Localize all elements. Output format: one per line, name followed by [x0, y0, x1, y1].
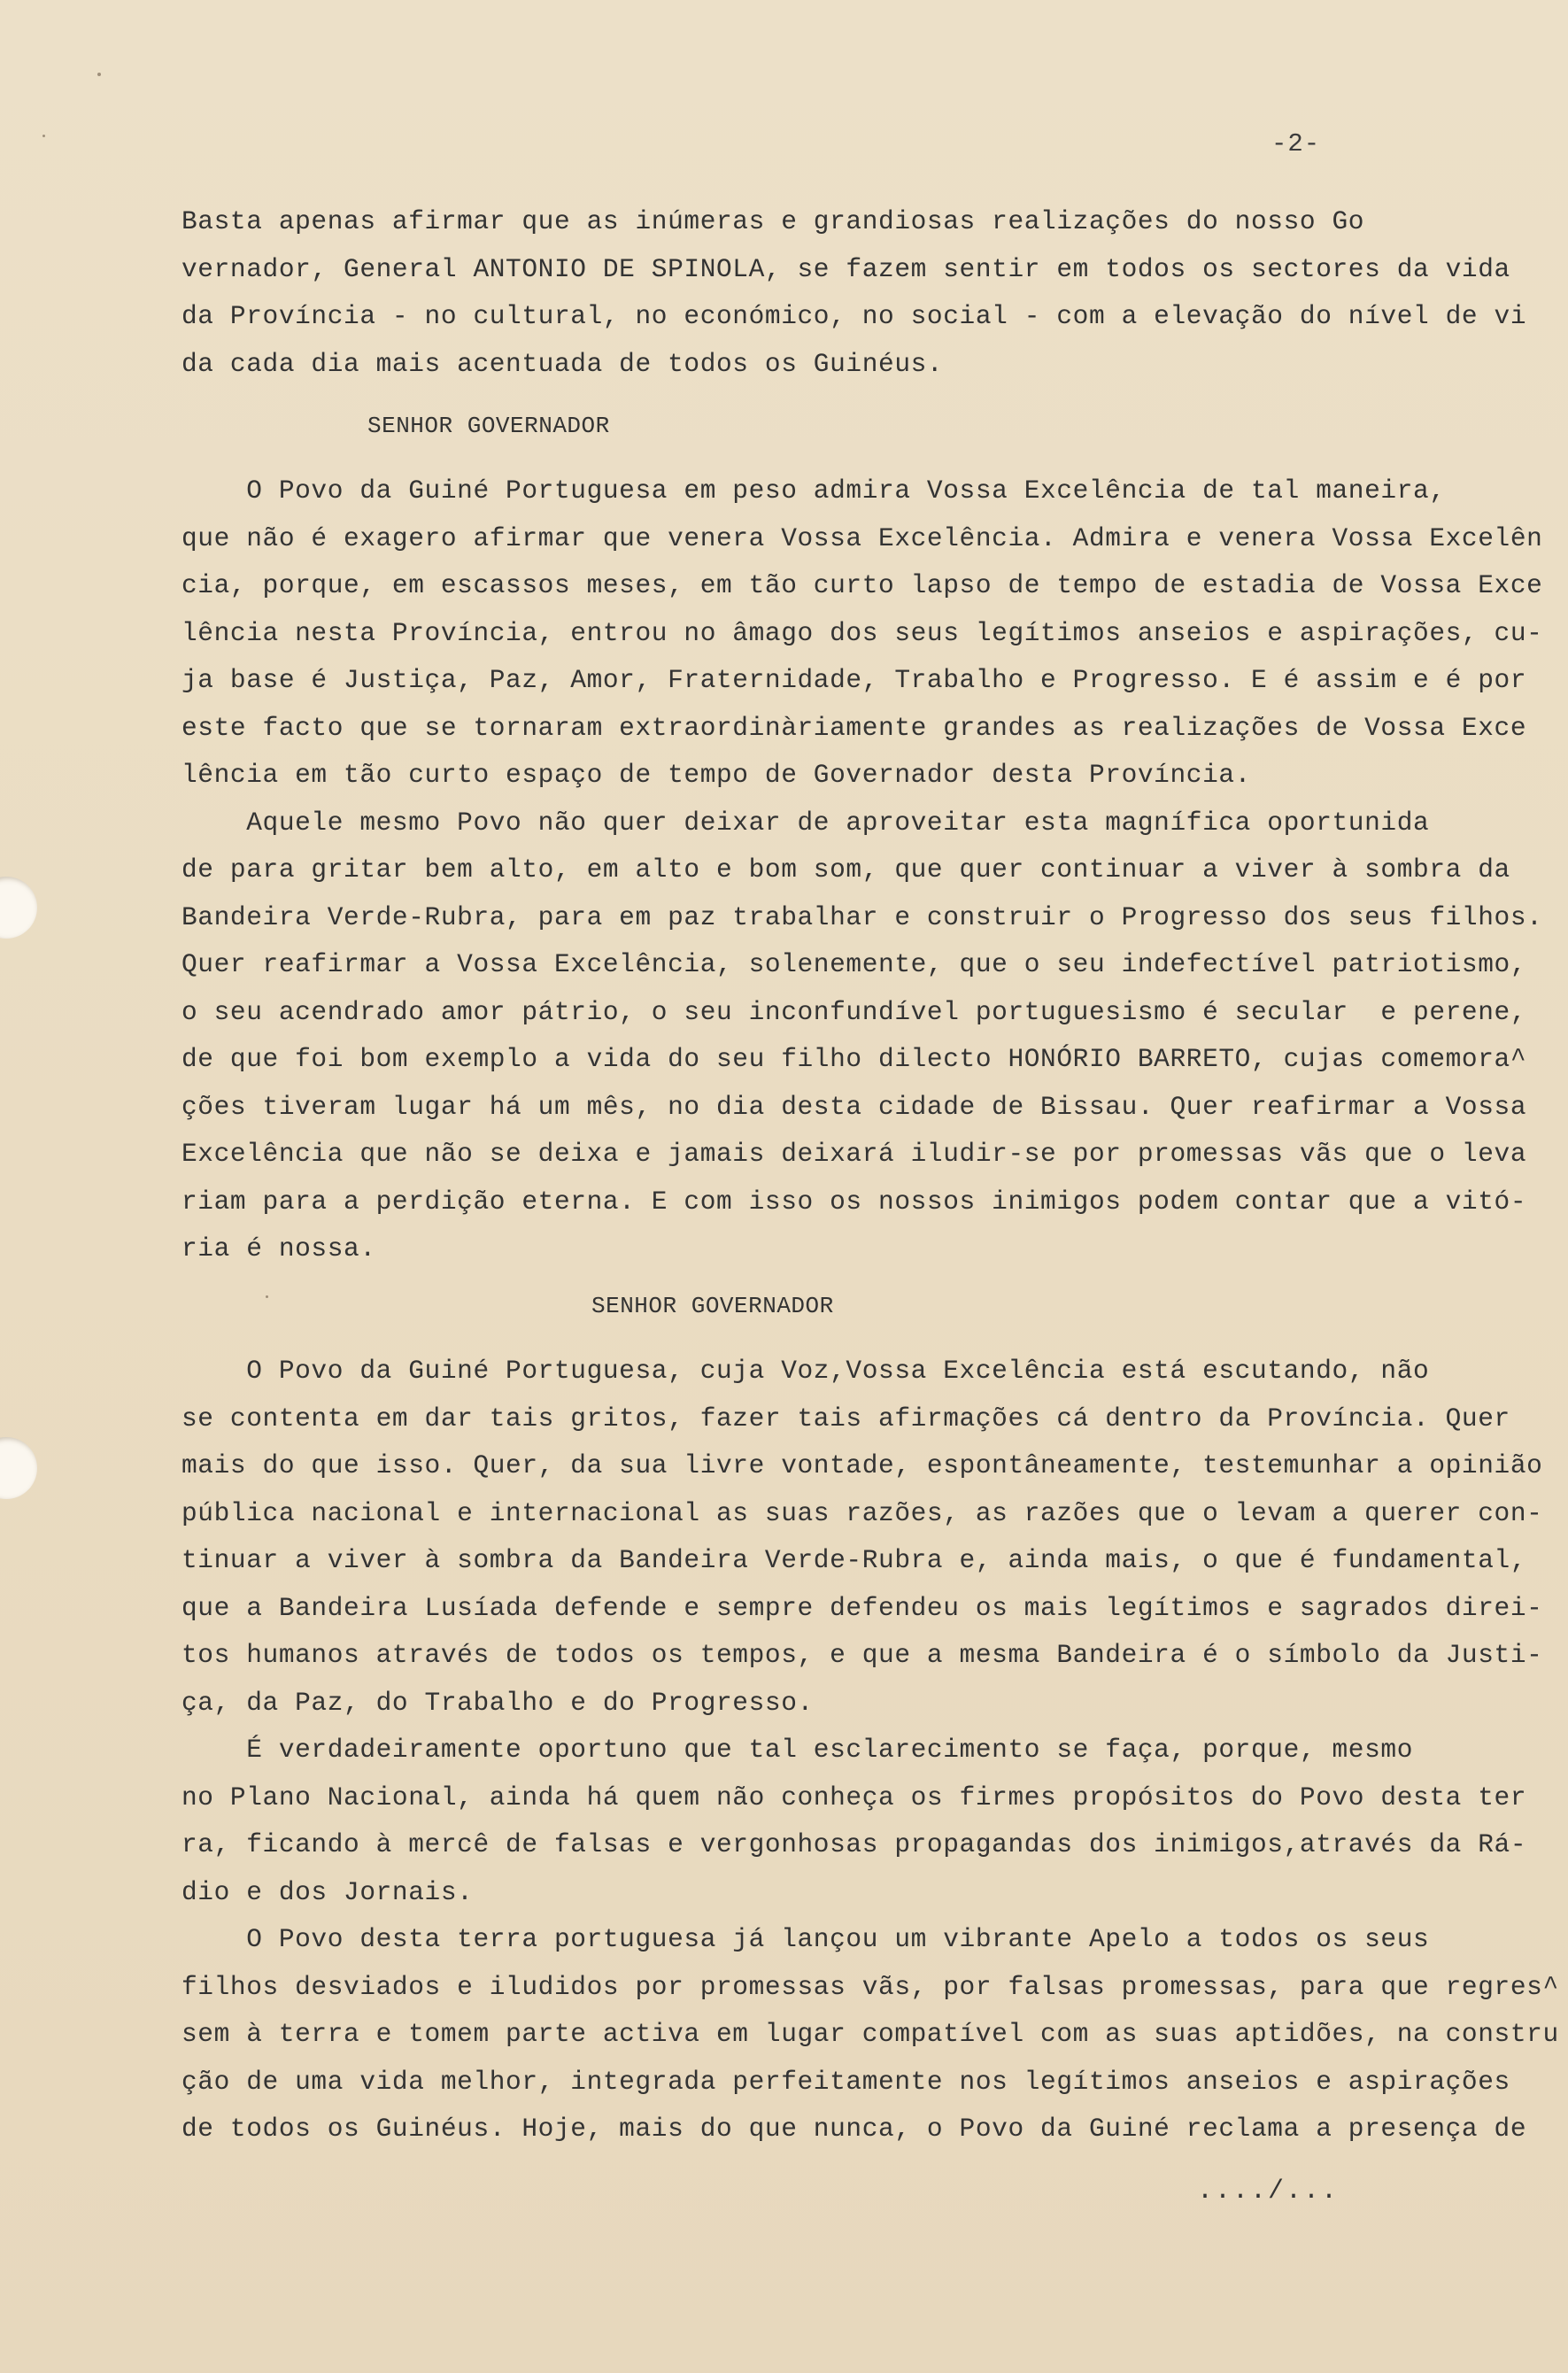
- text-line: de para gritar bem alto, em alto e bom som, que quer continuar a viver à sombra da: [182, 854, 1510, 885]
- text-line: da Província - no cultural, no económico, no social - com a elevação do nível de vi: [182, 301, 1527, 331]
- paper-speck: [266, 1295, 268, 1298]
- text-line: lência nesta Província, entrou no âmago dos seus legítimos anseios e aspirações, cu-: [182, 617, 1543, 648]
- text-line: que a Bandeira Lusíada defende e sempre defendeu os mais legítimos e sagrados direi-: [182, 1592, 1543, 1623]
- paragraph-voice: [182, 1348, 1559, 2153]
- text-line: Excelência que não se deixa e jamais deixará iludir-se por promessas vãs que o leva: [182, 1139, 1527, 1169]
- continuation-mark: ..../...: [1197, 2176, 1340, 2207]
- text-line: cia, porque, em escassos meses, em tão curto lapso de tempo de estadia de Vossa Exce: [182, 570, 1543, 600]
- text-line: tinuar a viver à sombra da Bandeira Verde-Rubra e, ainda mais, o que é fundamental,: [182, 1545, 1527, 1575]
- punch-hole-upper: [0, 877, 37, 939]
- text-line: de todos os Guinéus. Hoje, mais do que nunca, o Povo da Guiné reclama a presença de: [182, 2114, 1527, 2144]
- text-line: Aquele mesmo Povo não quer deixar de aproveitar esta magnífica oportunida: [182, 807, 1430, 838]
- text-line: O Povo da Guiné Portuguesa em peso admira Vossa Excelência de tal maneira,: [182, 475, 1446, 506]
- section-heading: SENHOR GOVERNADOR: [591, 1293, 834, 1319]
- page-number: -2-: [1271, 129, 1321, 158]
- text-line: de que foi bom exemplo a vida do seu filho dilecto HONÓRIO BARRETO, cujas comemora^: [182, 1044, 1527, 1074]
- text-line: Basta apenas afirmar que as inúmeras e grandiosas realizações do nosso Go: [182, 206, 1365, 236]
- text-line: que não é exagero afirmar que venera Vossa Excelência. Admira e venera Vossa Excelên: [182, 522, 1543, 553]
- text-line: tos humanos através de todos os tempos, e que a mesma Bandeira é o símbolo da Justi-: [182, 1640, 1543, 1670]
- text-line: ja base é Justiça, Paz, Amor, Fraternidade, Trabalho e Progresso. E é assim e é por: [182, 665, 1527, 695]
- text-line: pública nacional e internacional as suas razões, as razões que o levam a querer con-: [182, 1497, 1543, 1528]
- text-line: Quer reafirmar a Vossa Excelência, solenemente, que o seu indefectível patriotismo,: [182, 949, 1527, 979]
- text-line: ção de uma vida melhor, integrada perfeitamente nos legítimos anseios e aspirações: [182, 2066, 1510, 2097]
- text-line: dio e dos Jornais.: [182, 1876, 474, 1907]
- text-line: ça, da Paz, do Trabalho e do Progresso.: [182, 1687, 814, 1718]
- text-line: este facto que se tornaram extraordinàriamente grandes as realizações de Vossa Exce: [182, 712, 1527, 743]
- text-line: mais do que isso. Quer, da sua livre vontade, espontâneamente, testemunhar a opinião: [182, 1450, 1543, 1480]
- text-line: da cada dia mais acentuada de todos os Guinéus.: [182, 348, 944, 379]
- section-heading: SENHOR GOVERNADOR: [367, 413, 610, 439]
- text-line: ria é nossa.: [182, 1233, 376, 1264]
- paper-speck: [42, 135, 45, 137]
- text-line: vernador, General ANTONIO DE SPINOLA, se fazem sentir em todos os sectores da vida: [182, 253, 1510, 284]
- text-line: ções tiveram lugar há um mês, no dia desta cidade de Bissau. Quer reafirmar a Vossa: [182, 1091, 1527, 1122]
- text-line: O Povo desta terra portuguesa já lançou um vibrante Apelo a todos os seus: [182, 1924, 1430, 1954]
- text-line: o seu acendrado amor pátrio, o seu inconfundível portuguesismo é secular e perene,: [182, 996, 1527, 1027]
- punch-hole-lower: [0, 1437, 37, 1499]
- text-line: lência em tão curto espaço de tempo de Governador desta Província.: [182, 760, 1251, 790]
- text-line: riam para a perdição eterna. E com isso os nossos inimigos podem contar que a vitó-: [182, 1186, 1527, 1217]
- text-line: filhos desviados e iludidos por promessas vãs, por falsas promessas, para que regres^: [182, 1971, 1559, 2002]
- text-line: ra, ficando à mercê de falsas e vergonhosas propagandas dos inimigos,através da Rá-: [182, 1829, 1527, 1859]
- paragraph-admiration: [182, 468, 1543, 1273]
- text-line: Bandeira Verde-Rubra, para em paz trabalhar e construir o Progresso dos seus filhos.: [182, 901, 1543, 932]
- text-line: O Povo da Guiné Portuguesa, cuja Voz,Vossa Excelência está escutando, não: [182, 1356, 1430, 1386]
- paper-speck: [97, 73, 101, 76]
- text-line: no Plano Nacional, ainda há quem não conheça os firmes propósitos do Povo desta ter: [182, 1782, 1527, 1813]
- text-line: sem à terra e tomem parte activa em lugar compatível com as suas aptidões, na constru: [182, 2019, 1559, 2049]
- paragraph-intro: [182, 198, 1527, 388]
- text-line: É verdadeiramente oportuno que tal esclarecimento se faça, porque, mesmo: [182, 1735, 1414, 1765]
- text-line: se contenta em dar tais gritos, fazer tais afirmações cá dentro da Província. Quer: [182, 1403, 1510, 1434]
